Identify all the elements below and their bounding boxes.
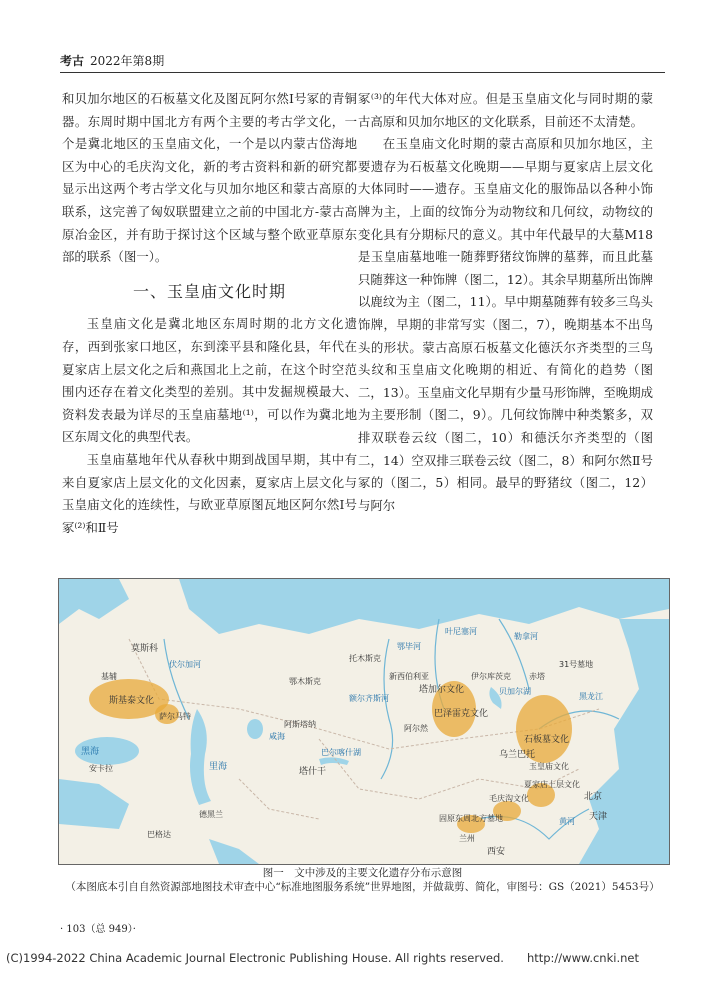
label-chita: 赤塔 xyxy=(529,672,545,681)
issue-label: 2022年第8期 xyxy=(90,54,165,68)
caption-title: 图一 文中涉及的主要文化遗存分布示意图 xyxy=(262,867,463,879)
section-title: 一、玉皇庙文化时期 xyxy=(132,281,286,301)
header-rule xyxy=(60,72,665,73)
map-svg xyxy=(59,579,669,864)
label-guyuan: 固原东周北方墓地 xyxy=(439,814,503,823)
label-irkutsk: 伊尔库茨克 xyxy=(471,672,511,681)
label-tomsk: 托木斯克 xyxy=(349,654,381,663)
label-tagar: 塔加尔文化 xyxy=(419,685,465,695)
left-paragraph-3: 玉皇庙墓地年代从春秋中期到战国早期，其中有来自夏家店上层文化的文化因素，夏家店上层文化与玉皇庙文化的连续性，与欧亚草原图瓦地区阿尔然Ⅰ号冢⁽²⁾和Ⅱ号 xyxy=(62,451,357,535)
figure-caption xyxy=(60,866,665,894)
label-tashkent: 塔什干 xyxy=(299,767,327,777)
label-beijing: 北京 xyxy=(584,792,603,802)
label-volga: 伏尔加河 xyxy=(169,660,201,669)
label-kyiv: 基辅 xyxy=(101,672,117,681)
journal-logo: 考古 xyxy=(60,54,85,68)
label-arzhan: 阿尔然 xyxy=(404,724,428,733)
page-number: · 103（总 949）· xyxy=(60,924,136,935)
left-paragraph-2: 玉皇庙文化是冀北地区东周时期的北方文化遗存，西到张家口地区，东到滦平县和隆化县，年代在夏家店上层文化之后和燕国北上之前，在这个时空范围内还存在着文化类型的差别。其中发掘规模最大、资料发表最为详尽的玉皇庙墓地⁽¹⁾，可以作为冀北地区东周文化的典型代表。 xyxy=(62,316,357,445)
right-column xyxy=(358,88,653,517)
label-maoqinggou: 毛庆沟文化 xyxy=(489,794,529,803)
label-amur: 黑龙江 xyxy=(579,692,603,701)
cnki-watermark: (C)1994-2022 China Academic Journal Electronic Publishing House. All rights reserved. http://www.cnki.net xyxy=(6,951,639,965)
label-tehran: 德黑兰 xyxy=(199,810,223,819)
figure-map xyxy=(58,578,670,865)
label-lena: 勒拿河 xyxy=(514,632,538,641)
map-land xyxy=(59,579,669,864)
label-black-sea: 黑海 xyxy=(81,747,100,757)
label-slab: 石板墓文化 xyxy=(524,735,570,745)
label-omsk: 鄂木斯克 xyxy=(289,677,321,686)
label-scythian: 斯基泰文化 xyxy=(109,696,155,706)
label-astana: 阿斯塔纳 xyxy=(284,720,316,729)
label-site-31: 31号墓地 xyxy=(559,660,594,669)
aral-sea xyxy=(247,719,263,739)
label-ulaanbaatar: 乌兰巴托 xyxy=(499,750,536,760)
label-pazyryk: 巴泽雷克文化 xyxy=(434,709,489,719)
label-yellow: 黄河 xyxy=(559,817,575,826)
right-paragraph-1: 冢⁽³⁾的年代大体对应。但是玉皇庙文化与同时期的蒙古高原和贝加尔地区的文化联系，目前还不太清楚。 xyxy=(358,91,653,129)
label-baikal: 贝加尔湖 xyxy=(499,687,531,696)
label-moscow: 莫斯科 xyxy=(131,644,159,654)
label-lanzhou: 兰州 xyxy=(459,834,475,843)
label-ankara: 安卡拉 xyxy=(89,764,113,773)
label-sarmatian: 萨尔马特 xyxy=(159,712,191,721)
label-xian: 西安 xyxy=(487,847,506,857)
label-tianjin: 天津 xyxy=(589,812,608,822)
label-irtysh: 额尔齐斯河 xyxy=(349,694,389,703)
label-caspian: 里海 xyxy=(209,762,228,772)
caption-note: （本图底本引自自然资源部地图技术审查中心“标准地图服务系统”世界地图，并做裁剪、简化，审图号：GS（2021）5453号） xyxy=(65,881,660,893)
label-yuhuangmiao: 玉皇庙文化 xyxy=(529,762,569,771)
right-paragraph-2: 在玉皇庙文化时期的蒙古高原和贝加尔地区，主要遗存为石板墓文化晚期——早期与夏家店上层文化大体同时——遗存。玉皇庙文化的服饰品以各种小饰牌为主，上面的纹饰分为动物纹和几何纹，动物纹的变化具有分期标尺的意义。其中年代最早的大墓Ⅿ18是玉皇庙墓地唯一随葬野猪纹饰牌的墓葬，而且此墓只随葬这一种饰牌（图二，12）。其余早期墓所出饰牌以鹿纹为主（图二，11）。早中期墓随葬有较多三鸟头饰牌，早期的非常写实（图二，7），晚期基本不出鸟头的形状。蒙古高原石板墓文化德沃尔齐类型的三鸟头纹和玉皇庙文化晚期的相近、有简化的趋势（图二，13）。玉皇庙文化早期有少量马形饰牌，至晚期成为主要形制（图二，9）。几何纹饰牌中种类繁多，双排双联卷云纹（图二，10）和德沃尔齐类型的（图二，14）空双排三联卷云纹（图二，8）和阿尔然Ⅱ号冢的（图二，5）相同。最早的野猪纹（图二，12）与阿尔 xyxy=(358,136,653,513)
running-header xyxy=(60,52,164,69)
label-yenisei: 叶尼塞河 xyxy=(445,627,477,636)
label-aral: 咸海 xyxy=(269,732,285,741)
label-ob: 鄂毕河 xyxy=(397,642,421,651)
label-upper-xiajiadian: 夏家店上层文化 xyxy=(524,780,580,789)
label-baghdad: 巴格达 xyxy=(147,830,171,839)
left-paragraph-1: 和贝加尔地区的石板墓文化及图瓦阿尔然Ⅰ号冢的青铜器。东周时期中国北方有两个主要的考古学文化，一个是冀北地区的玉皇庙文化，一个是以内蒙古岱海地区为中心的毛庆沟文化，新的考古资料和新的研究都显示出这两个考古学文化与贝加尔地区和蒙古高原的联系，这完善了匈奴联盟建立之前的中国北方-蒙古高原冶金区，并有助于探讨这个区域与整个欧亚草原东部的联系（图一）。 xyxy=(62,91,357,265)
label-balkhash: 巴尔喀什湖 xyxy=(321,748,361,757)
label-novosibirsk: 新西伯利亚 xyxy=(389,672,429,681)
left-column xyxy=(62,88,357,539)
